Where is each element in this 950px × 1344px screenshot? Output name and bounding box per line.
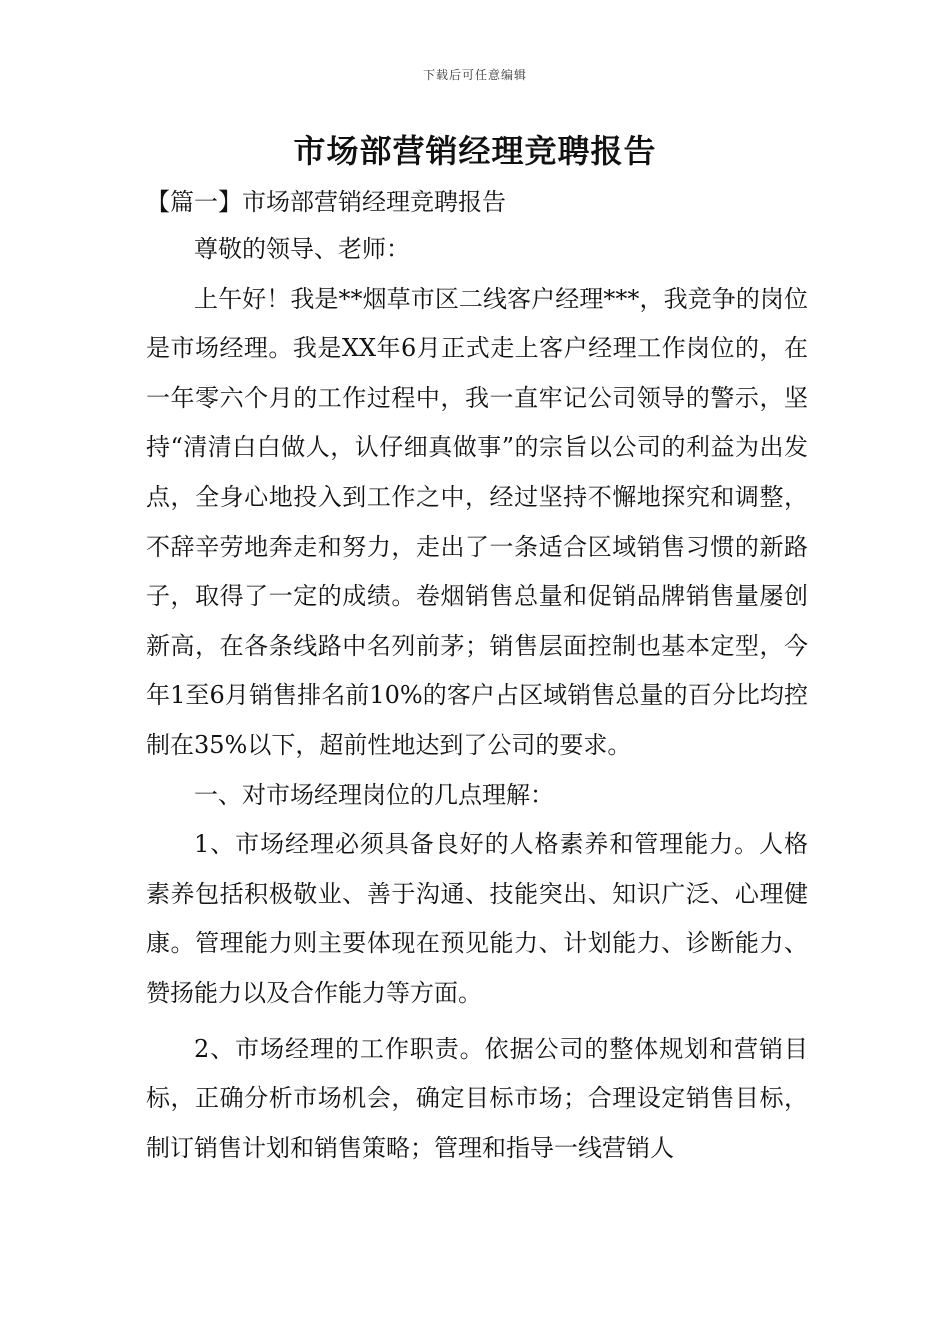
salutation-paragraph: 尊敬的领导、老师： <box>194 235 410 263</box>
document-body <box>146 225 808 1173</box>
point-two-paragraph: 2、市场经理的工作职责。依据公司的整体规划和营销目标，正确分析市场机会，确定目标市场；合理设定销售目标，制订销售计划和销售策略；管理和指导一线营销人 <box>146 1034 808 1162</box>
document-title: 市场部营销经理竞聘报告 <box>293 132 657 170</box>
subheading-paragraph: 一、对市场经理岗位的几点理解： <box>194 780 554 809</box>
intro-paragraph: 上午好！我是**烟草市区二线客户经理***，我竞争的岗位是市场经理。我是XX年6月正式走上客户经理工作岗位的，在一年零六个月的工作过程中，我一直牢记公司领导的警示，坚持“清清白白做人，认仔细真做事”的宗旨以公司的利益为出发点，全身心地投入到工作之中，经过坚持不懈地探究和调整，不辞辛劳地奔走和努力，走出了一条适合区域销售习惯的新路子，取得了一定的成绩。卷烟销售总量和促销品牌销售量屡创新高，在各条线路中名列前茅；销售层面控制也基本定型，今年1至6月销售排名前10%的客户占区域销售总量的百分比均控制在35%以下，超前性地达到了公司的要求。 <box>146 284 808 759</box>
page-header-note: 下载后可任意编辑 <box>422 68 527 82</box>
section-heading: 【篇一】市场部营销经理竞聘报告 <box>146 188 506 216</box>
point-one-paragraph: 1、市场经理必须具备良好的人格素养和管理能力。人格素养包括积极敬业、善于沟通、技能突出、知识广泛、心理健康。管理能力则主要体现在预见能力、计划能力、诊断能力、赞扬能力以及合作能力等方面。 <box>146 830 808 1007</box>
